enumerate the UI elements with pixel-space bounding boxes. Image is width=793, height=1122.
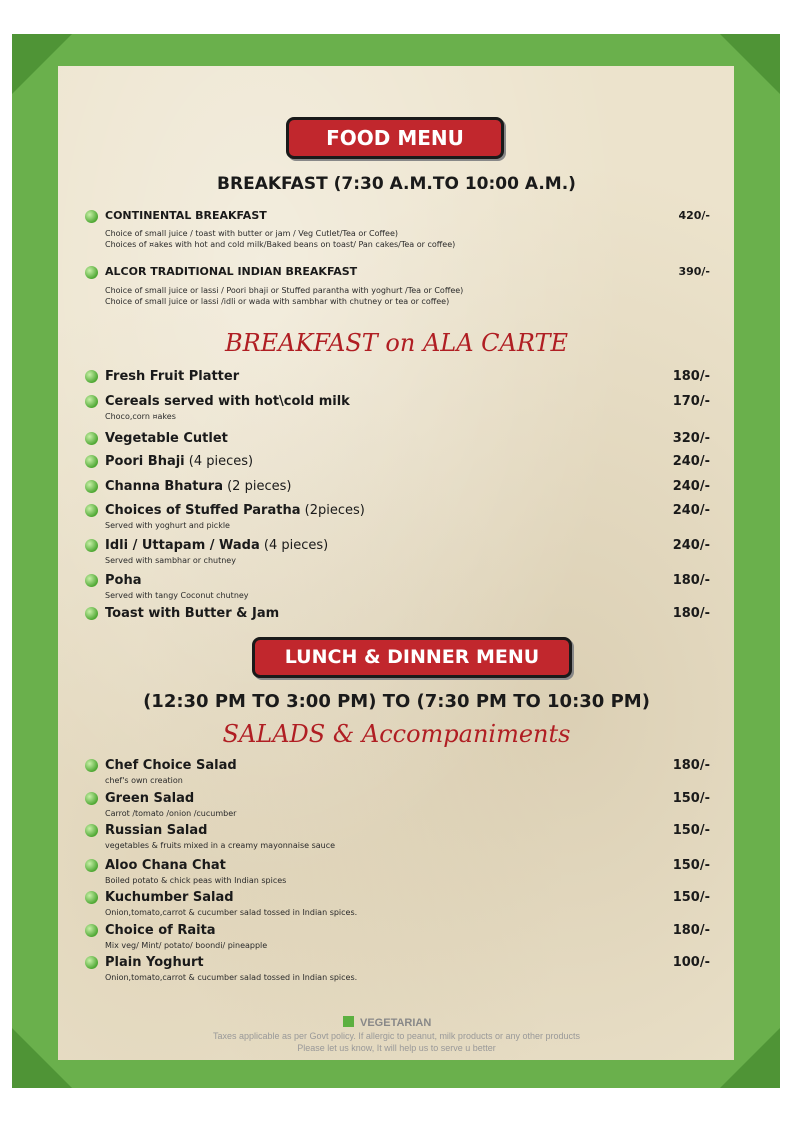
menu-item (80, 209, 710, 249)
bullet-icon (85, 395, 98, 408)
bullet-icon (85, 924, 98, 937)
item-name: ALCOR TRADITIONAL INDIAN BREAKFAST (105, 265, 358, 278)
menu-item (80, 454, 710, 472)
item-price: 180/- (672, 923, 710, 938)
item-price: 150/- (672, 823, 710, 838)
bullet-icon (85, 759, 98, 772)
menu-item (80, 479, 710, 497)
bullet-icon (85, 480, 98, 493)
bullet-icon (85, 891, 98, 904)
menu-item (80, 890, 710, 920)
item-description: Choices of ¤akes with hot and cold milk/Baked beans on toast/ Pan cakes/Tea or coffee) (105, 240, 456, 249)
bullet-icon (85, 504, 98, 517)
bullet-icon (85, 432, 98, 445)
item-description: Onion,tomato,carrot & cucumber salad tossed in Indian spices. (105, 908, 358, 917)
menu-item (80, 823, 710, 853)
menu-item (80, 265, 710, 305)
item-price: 390/- (678, 265, 710, 278)
menu-item (80, 369, 710, 387)
item-name: Choices of Stuffed Paratha (2pieces) (105, 503, 365, 518)
item-price: 150/- (672, 791, 710, 806)
item-name: Choice of Raita (105, 923, 216, 938)
bullet-icon (85, 455, 98, 468)
menu-item (80, 573, 710, 603)
footer-note: Taxes applicable as per Govt policy. If allergic to peanut, milk products or any other products (212, 1031, 581, 1041)
item-price: 180/- (672, 606, 710, 621)
bullet-icon (85, 607, 98, 620)
item-name: Channa Bhatura (2 pieces) (105, 479, 292, 494)
menu-item (80, 955, 710, 985)
lunch-heading: (12:30 PM TO 3:00 PM) TO (7:30 PM TO 10:30 PM) (143, 691, 650, 712)
item-name: Idli / Uttapam / Wada (4 pieces) (105, 538, 329, 553)
menu-item (80, 394, 710, 424)
item-description: Served with yoghurt and pickle (105, 521, 230, 530)
item-name: Green Salad (105, 791, 195, 806)
salads-title: SALADS & Accompaniments (222, 720, 571, 748)
item-description: Onion,tomato,carrot & cucumber salad tossed in Indian spices. (105, 973, 358, 982)
menu-item (80, 923, 710, 953)
bullet-icon (85, 539, 98, 552)
item-price: 170/- (672, 394, 710, 409)
item-price: 150/- (672, 890, 710, 905)
item-name: Poori Bhaji (4 pieces) (105, 454, 254, 469)
item-price: 240/- (672, 538, 710, 553)
item-name: Vegetable Cutlet (105, 431, 228, 446)
bullet-icon (85, 370, 98, 383)
item-description: Served with sambhar or chutney (105, 556, 236, 565)
bullet-icon (85, 574, 98, 587)
item-price: 420/- (678, 209, 710, 222)
bullet-icon (85, 859, 98, 872)
breakfast-heading: BREAKFAST (7:30 A.M.TO 10:00 A.M.) (217, 174, 576, 194)
item-description: Choice of small juice or lassi /idli or wada with sambhar with chutney or tea or coffee) (105, 297, 450, 306)
bullet-icon (85, 266, 98, 279)
bullet-icon (85, 792, 98, 805)
item-name: Toast with Butter & Jam (105, 606, 280, 621)
vegetarian-icon (343, 1016, 354, 1027)
item-price: 320/- (672, 431, 710, 446)
item-price: 150/- (672, 858, 710, 873)
item-name: Cereals served with hot\cold milk (105, 394, 350, 409)
item-description: chef's own creation (105, 776, 183, 785)
item-name: Russian Salad (105, 823, 208, 838)
food-menu-badge: FOOD MENU (286, 117, 504, 159)
item-name: Fresh Fruit Platter (105, 369, 240, 384)
item-name: Kuchumber Salad (105, 890, 234, 905)
item-price: 180/- (672, 758, 710, 773)
bullet-icon (85, 824, 98, 837)
item-name: Poha (105, 573, 142, 588)
menu-item (80, 606, 710, 624)
menu-item (80, 503, 710, 533)
item-description: Carrot /tomato /onion /cucumber (105, 809, 237, 818)
item-description: Choice of small juice or lassi / Poori bhaji or Stuffed parantha with yoghurt /Tea or Coffee) (105, 286, 464, 295)
item-description: Served with tangy Coconut chutney (105, 591, 249, 600)
lunch-dinner-badge: LUNCH & DINNER MENU (252, 637, 572, 678)
menu-item (80, 858, 710, 888)
menu-item (80, 758, 710, 788)
footer-note: Please let us know, It will help us to serve u better (297, 1043, 496, 1053)
vegetarian-legend: VEGETARIAN (343, 1016, 431, 1029)
item-price: 240/- (672, 479, 710, 494)
menu-item (80, 538, 710, 568)
bullet-icon (85, 956, 98, 969)
item-price: 180/- (672, 573, 710, 588)
item-name: Aloo Chana Chat (105, 858, 226, 873)
ala-carte-title: BREAKFAST on ALA CARTE (224, 329, 569, 357)
item-description: Choco,corn ¤akes (105, 412, 176, 421)
item-name: CONTINENTAL BREAKFAST (105, 209, 267, 222)
item-price: 180/- (672, 369, 710, 384)
item-name: Chef Choice Salad (105, 758, 237, 773)
menu-item (80, 431, 710, 449)
item-price: 240/- (672, 503, 710, 518)
item-price: 100/- (672, 955, 710, 970)
item-description: Boiled potato & chick peas with Indian spices (105, 876, 287, 885)
item-name: Plain Yoghurt (105, 955, 204, 970)
menu-item (80, 791, 710, 821)
bullet-icon (85, 210, 98, 223)
item-description: Mix veg/ Mint/ potato/ boondi/ pineapple (105, 941, 268, 950)
item-description: Choice of small juice / toast with butter or jam / Veg Cutlet/Tea or Coffee) (105, 229, 398, 238)
item-price: 240/- (672, 454, 710, 469)
item-description: vegetables & fruits mixed in a creamy mayonnaise sauce (105, 841, 336, 850)
